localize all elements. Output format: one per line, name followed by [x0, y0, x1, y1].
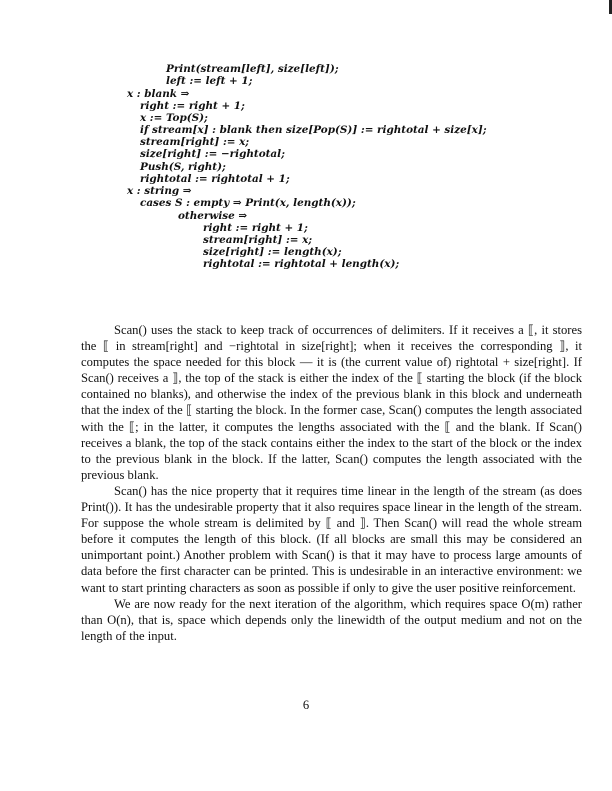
code-line: left := left + 1; [166, 75, 253, 87]
code-line: Print(stream[left], size[left]); [166, 63, 339, 75]
code-line: size[right] := length(x); [203, 246, 342, 258]
code-line: stream[right] := x; [140, 136, 250, 148]
code-line: cases S : empty ⇒ Print(x, length(x)); [140, 197, 356, 209]
code-line: right := right + 1; [203, 222, 308, 234]
code-line: Push(S, right); [140, 161, 226, 173]
code-line: x : blank ⇒ [127, 88, 190, 100]
page-number: 6 [302, 698, 310, 712]
code-line: x := Top(S); [140, 112, 208, 124]
code-line: rightotal := rightotal + 1; [140, 173, 290, 185]
paragraph-next-iteration: We are now ready for the next iteration of the algorithm, which requires space O(m) rather than O(n), that is, space which depends only the linewidth of the output medium and not on the length of the input. [81, 596, 582, 643]
paragraph-scan-properties: Scan() has the nice property that it requires time linear in the length of the stream (as does Print()). It has the undesirable property that it also requires space linear in the length of the stream. For suppose the whole stream is delimited by ⟦ and ⟧. Then Scan() will read the whole stream before it computes the length of this block. (If all blocks are small this may be considered an unimportant point.) Another problem with Scan() is that it may have to process large amounts of data before the first character can be printed. This is undesirable in an interactive environment: we want to start printing characters as soon as possible if only to give the user positive reinforcement. [81, 483, 582, 595]
body-text [81, 322, 582, 644]
code-line: stream[right] := x; [203, 234, 313, 246]
code-line: otherwise ⇒ [178, 210, 248, 222]
code-line: rightotal := rightotal + length(x); [203, 258, 400, 270]
code-line: size[right] := −rightotal; [140, 148, 285, 160]
paragraph-scan-stack: Scan() uses the stack to keep track of occurrences of delimiters. If it receives a ⟦, it stores the ⟦ in stream[right] and −rightotal in size[right]; when it receives the corresponding ⟧, it computes the space needed for this block — it is (the current value of) rightotal + size[right]. If Scan() receives a ⟧, the top of the stack is either the index of the ⟦ starting the block (if the block contained no blanks), and otherwise the index of the previous blank in this block and underneath that the index of the ⟦ starting the block. In the former case, Scan() computes the length associated with the ⟦; in the latter, it computes the lengths associated with the ⟦ and the blank. If Scan() receives a blank, the top of the stack contains either the index to the start of the block or the index to the previous blank in the block. If the latter, Scan() computes the length associated with the previous blank. [81, 323, 582, 482]
code-line: right := right + 1; [140, 100, 245, 112]
code-line: if stream[x] : blank then size[Pop(S)] := rightotal + size[x]; [140, 124, 487, 136]
code-line: x : string ⇒ [127, 185, 192, 197]
